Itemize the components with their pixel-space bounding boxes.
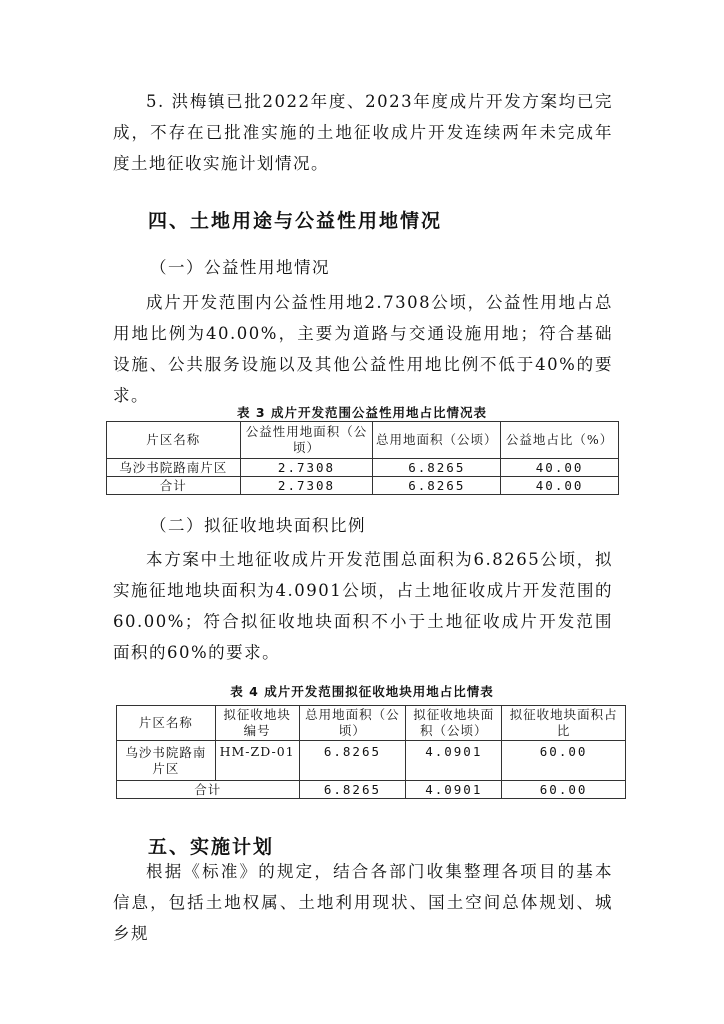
table-cell: 合计	[107, 477, 241, 495]
table-header-cell: 拟征收地块面积（公顷）	[406, 706, 502, 741]
section-5-heading: 五、实施计划	[148, 836, 275, 858]
table-cell: 60.00	[502, 741, 626, 781]
table-cell: 4.0901	[406, 781, 502, 799]
table-cell: 6.8265	[373, 477, 501, 495]
table-cell: 6.8265	[373, 459, 501, 477]
public-land-paragraph: 成片开发范围内公益性用地2.7308公顷，公益性用地占总用地比例为40.00%，主要为道路与交通设施用地；符合基础设施、公共服务设施以及其他公益性用地比例不低于40%的要求。	[113, 293, 613, 405]
table-cell: 合计	[117, 781, 300, 799]
implementation-paragraph: 根据《标准》的规定，结合各部门收集整理各项目的基本信息，包括土地权属、土地利用现状、国土空间总体规划、城乡规	[113, 862, 613, 943]
table-cell: 2.7308	[240, 477, 373, 495]
table-3-caption: 表 3 成片开发范围公益性用地占比情况表	[237, 405, 487, 420]
table-cell: 60.00	[502, 781, 626, 799]
acquisition-ratio-paragraph: 本方案中土地征收成片开发范围总面积为6.8265公顷，拟实施征地地块面积为4.0901公顷，占土地征收成片开发范围的60.00%；符合拟征收地块面积不小于土地征收成片开发范围面积的60%的要求。	[113, 550, 613, 662]
table-cell: 40.00	[501, 477, 619, 495]
table-header-row	[107, 422, 619, 459]
table-cell: 6.8265	[299, 781, 406, 799]
table-header-cell: 总用地面积（公顷）	[299, 706, 406, 741]
table-cell: 6.8265	[299, 741, 406, 781]
table-row-total	[117, 781, 626, 799]
table-cell: 乌沙书院路南片区	[107, 459, 241, 477]
table-row	[107, 459, 619, 477]
table-4-caption: 表 4 成片开发范围拟征收地块用地占比情表	[230, 684, 494, 699]
section-4-heading: 四、土地用途与公益性用地情况	[148, 210, 443, 232]
table-row-total	[107, 477, 619, 495]
table-header-cell: 片区名称	[117, 706, 216, 741]
table-cell: 2.7308	[240, 459, 373, 477]
table-cell: 乌沙书院路南片区	[117, 741, 216, 781]
table-header-cell: 总用地面积（公顷）	[373, 422, 501, 459]
subsection-2-heading: （二）拟征收地块面积比例	[150, 516, 366, 535]
table-cell: 40.00	[501, 459, 619, 477]
table-3	[106, 421, 619, 495]
table-header-cell: 拟征收地块编号	[215, 706, 299, 741]
table-header-cell: 拟征收地块面积占比	[502, 706, 626, 741]
table-4	[116, 705, 626, 799]
table-header-cell: 公益地占比（%）	[501, 422, 619, 459]
table-cell: HM-ZD-01	[215, 741, 299, 781]
table-row	[117, 741, 626, 781]
paragraph-item-5: 5. 洪梅镇已批2022年度、2023年度成片开发方案均已完成，不存在已批准实施的土地征收成片开发连续两年未完成年度土地征收实施计划情况。	[113, 92, 613, 173]
table-cell: 4.0901	[406, 741, 502, 781]
table-header-row	[117, 706, 626, 741]
table-header-cell: 公益性用地面积（公顷）	[240, 422, 373, 459]
table-header-cell: 片区名称	[107, 422, 241, 459]
subsection-1-heading: （一）公益性用地情况	[150, 258, 330, 277]
